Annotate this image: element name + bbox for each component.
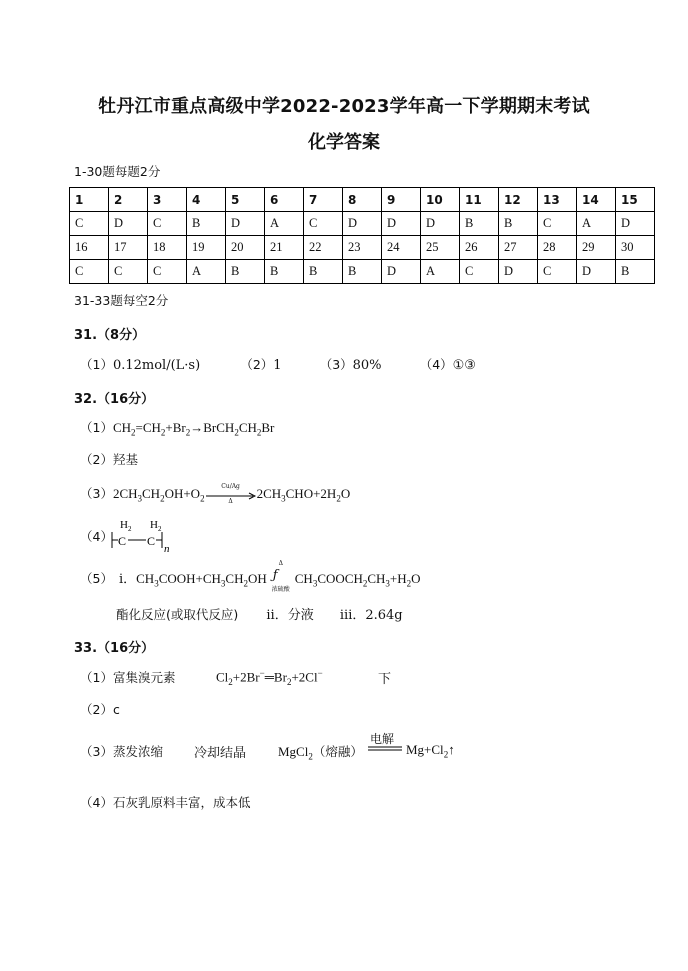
table-cell: 1 xyxy=(70,188,109,212)
electrolysis-condition: 电解 xyxy=(370,732,395,746)
table-cell: 2 xyxy=(109,188,148,212)
q32-label-3: （3） xyxy=(80,486,113,501)
q32-label-4: （4） xyxy=(80,529,113,544)
q33-line-1 xyxy=(80,668,680,686)
table-row xyxy=(70,236,655,260)
table-cell: D xyxy=(616,212,655,236)
table-cell: 19 xyxy=(187,236,226,260)
svg-text:C: C xyxy=(118,534,127,548)
table-cell: A xyxy=(187,260,226,284)
svg-text:H: H xyxy=(150,519,158,531)
svg-text:H: H xyxy=(120,519,128,531)
q32-answer-5-reactants: $CH_3COOH+CH_3CH_2OH$ xyxy=(136,571,267,589)
table-cell: B xyxy=(304,260,343,284)
q33-answer-3-reactant: MgCl$_2$（熔融） xyxy=(278,744,363,762)
q32-answer-5-type: 酯化反应(或取代反应) xyxy=(116,607,239,622)
q31-answer-3: 80% xyxy=(352,358,382,373)
blank-score-note: 31-33题每空2分 xyxy=(74,293,169,308)
table-cell: C xyxy=(538,260,577,284)
q33-line-4 xyxy=(80,793,250,811)
table-cell: B xyxy=(499,212,538,236)
table-cell: C xyxy=(70,212,109,236)
table-cell: D xyxy=(382,212,421,236)
table-cell: A xyxy=(265,212,304,236)
table-cell: 13 xyxy=(538,188,577,212)
table-cell: 15 xyxy=(616,188,655,212)
q32-answer-5-products: $CH_3COOCH_2CH_3+H_2O$ xyxy=(294,571,421,589)
table-cell: D xyxy=(577,260,616,284)
q31-answer-2: 1 xyxy=(273,358,282,373)
q32-answer-5-ii: ⅱ．分液 xyxy=(266,608,314,623)
table-cell: B xyxy=(187,212,226,236)
title-line-2: 化学答案 xyxy=(308,132,380,153)
table-cell: 23 xyxy=(343,236,382,260)
table-cell: 27 xyxy=(499,236,538,260)
table-cell: B xyxy=(226,260,265,284)
q32-line-3 xyxy=(80,484,350,504)
table-cell: D xyxy=(109,212,148,236)
q32-line-5 xyxy=(80,559,421,593)
svg-text:C: C xyxy=(147,534,156,548)
table-cell: 9 xyxy=(382,188,421,212)
svg-text:n: n xyxy=(164,543,170,554)
table-cell: 17 xyxy=(109,236,148,260)
table-cell: B xyxy=(265,260,304,284)
q32-answer-5-iii: ⅲ．2.64g xyxy=(339,608,403,623)
q31-label-4: （4） xyxy=(419,357,453,372)
table-cell: C xyxy=(460,260,499,284)
table-cell: 12 xyxy=(499,188,538,212)
q33-answer-2: c xyxy=(112,702,120,717)
table-cell: 20 xyxy=(226,236,265,260)
q33-answer-3-cool: 冷却结晶 xyxy=(194,746,247,761)
q32-answer-2: 羟基 xyxy=(112,452,138,467)
q32-line-2 xyxy=(80,450,138,468)
q32-line-1 xyxy=(80,418,274,438)
table-cell: C xyxy=(538,212,577,236)
table-cell: 24 xyxy=(382,236,421,260)
q33-heading: 33.（16分） xyxy=(74,641,155,656)
q32-heading: 32.（16分） xyxy=(74,392,155,407)
q32-label-5: （5） xyxy=(80,571,113,586)
table-cell: 30 xyxy=(616,236,655,260)
q31-label-2: （2） xyxy=(240,357,274,372)
q33-label-2: （2） xyxy=(80,702,113,717)
table-cell: B xyxy=(460,212,499,236)
q33-answer-1-equation: $Cl_2+2Br^-═Br_2+2Cl^-$ xyxy=(216,668,323,687)
table-cell: 29 xyxy=(577,236,616,260)
reversible-condition-symbol: Δ ƒ 浓硫酸 xyxy=(271,559,290,593)
table-cell: D xyxy=(499,260,538,284)
q33-answer-4: 石灰乳原料丰富，成本低 xyxy=(112,795,251,810)
q33-line-2 xyxy=(80,700,120,718)
table-cell: 28 xyxy=(538,236,577,260)
q33-answer-1-text: 富集溴元素 xyxy=(112,670,176,685)
table-cell: A xyxy=(421,260,460,284)
table-cell: C xyxy=(109,260,148,284)
polyethylene-structure xyxy=(108,518,178,554)
q31-answer-4: ①③ xyxy=(452,358,476,373)
q32-answer-5-i: ⅰ． xyxy=(118,572,137,587)
q32-label-2: （2） xyxy=(80,452,113,467)
table-cell: 8 xyxy=(343,188,382,212)
table-cell: D xyxy=(226,212,265,236)
table-cell: C xyxy=(148,212,187,236)
q31-label-1: （1） xyxy=(80,357,113,372)
condition-arrow: Cu/Ag Δ xyxy=(205,487,257,503)
q33-answer-3-products: $Mg+Cl_2↑$ xyxy=(406,742,455,760)
q32-answer-1-equation: $CH_2=CH_2+Br_2\to BrCH_2CH_2Br$ xyxy=(112,420,275,438)
q32-answer-3-reactants: $2CH_3CH_2OH+O_2$ xyxy=(112,486,205,504)
table-cell: 7 xyxy=(304,188,343,212)
table-cell: B xyxy=(343,260,382,284)
q33-answer-3-evap: 蒸发浓缩 xyxy=(112,744,163,759)
table-cell: 25 xyxy=(421,236,460,260)
answer-table xyxy=(69,187,655,284)
q33-label-3: （3） xyxy=(80,744,113,759)
table-cell: 3 xyxy=(148,188,187,212)
svg-text:2: 2 xyxy=(128,525,132,533)
table-cell: D xyxy=(421,212,460,236)
q32-answer-3-products: $2CH_3CHO+2H_2O$ xyxy=(256,486,351,504)
table-cell: 21 xyxy=(265,236,304,260)
table-cell: 11 xyxy=(460,188,499,212)
q32-label-1: （1） xyxy=(80,420,113,435)
table-cell: 22 xyxy=(304,236,343,260)
q33-label-4: （4） xyxy=(80,795,113,810)
q32-line-5b xyxy=(116,604,403,623)
q31-answer-1: 0.12mol/(L·s) xyxy=(112,358,201,373)
table-row xyxy=(70,260,655,284)
table-cell: 4 xyxy=(187,188,226,212)
table-cell: 14 xyxy=(577,188,616,212)
table-cell: 6 xyxy=(265,188,304,212)
q33-answer-1-position: 下 xyxy=(378,672,392,687)
table-cell: B xyxy=(616,260,655,284)
table-cell: 16 xyxy=(70,236,109,260)
q31-heading: 31.（8分） xyxy=(74,328,146,343)
table-cell: 18 xyxy=(148,236,187,260)
q33-line-3 xyxy=(80,732,680,762)
title-line-1: 牡丹江市重点高级中学2022-2023学年高一下学期期末考试 xyxy=(98,96,590,117)
table-cell: D xyxy=(343,212,382,236)
table-row xyxy=(70,212,655,236)
mc-score-note: 1-30题每题2分 xyxy=(74,164,161,179)
svg-text:2: 2 xyxy=(158,525,162,533)
table-cell: C xyxy=(304,212,343,236)
q31-label-3: （3） xyxy=(319,357,353,372)
table-row xyxy=(70,188,655,212)
table-cell: D xyxy=(382,260,421,284)
table-cell: 5 xyxy=(226,188,265,212)
q33-label-1: （1） xyxy=(80,670,113,685)
table-cell: A xyxy=(577,212,616,236)
table-cell: C xyxy=(148,260,187,284)
q31-answers xyxy=(80,355,476,373)
table-cell: 10 xyxy=(421,188,460,212)
table-cell: 26 xyxy=(460,236,499,260)
table-cell: C xyxy=(70,260,109,284)
